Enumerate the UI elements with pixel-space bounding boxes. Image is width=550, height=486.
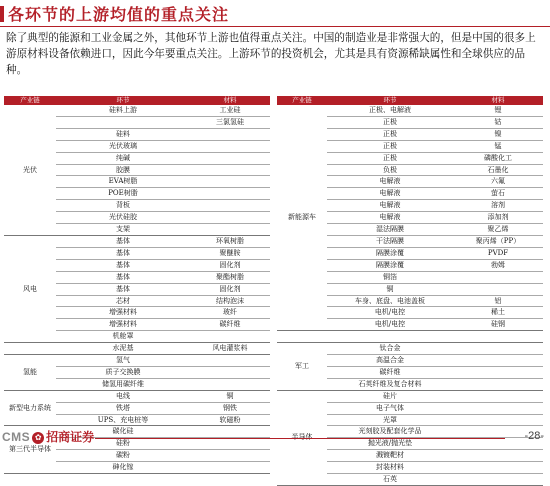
link-cell: 背板 bbox=[56, 200, 190, 212]
link-cell: 光伏玻璃 bbox=[56, 140, 190, 152]
link-cell: 抛光液/抛光垫 bbox=[327, 438, 453, 450]
link-cell: 隔膜涂覆 bbox=[327, 247, 453, 259]
material-cell bbox=[190, 188, 270, 200]
material-cell: 碳纤维 bbox=[190, 319, 270, 331]
material-cell bbox=[453, 366, 543, 378]
link-cell bbox=[327, 331, 453, 343]
material-cell: 镍 bbox=[453, 128, 543, 140]
link-cell: EVA树脂 bbox=[56, 176, 190, 188]
material-cell: 磷酸化工 bbox=[453, 152, 543, 164]
link-cell: 质子交换膜 bbox=[56, 366, 190, 378]
title-rule bbox=[0, 26, 550, 27]
link-cell: 铁塔 bbox=[56, 402, 190, 414]
link-cell: 碳化硅 bbox=[56, 426, 190, 438]
material-cell bbox=[453, 331, 543, 343]
link-cell: 增强材料 bbox=[56, 307, 190, 319]
link-cell: 硅粉 bbox=[56, 438, 190, 450]
link-cell: POE树脂 bbox=[56, 188, 190, 200]
link-cell: 增强材料 bbox=[56, 319, 190, 331]
material-cell: 萤石 bbox=[453, 188, 543, 200]
title-bar bbox=[0, 0, 550, 24]
material-cell: 玻纤 bbox=[190, 307, 270, 319]
material-cell: 添加剂 bbox=[453, 212, 543, 224]
link-cell: 碳纤维 bbox=[327, 366, 453, 378]
material-cell: 铝 bbox=[453, 295, 543, 307]
link-cell: 硅片 bbox=[327, 390, 453, 402]
link-cell: 基体 bbox=[56, 247, 190, 259]
material-cell: 钢铁 bbox=[190, 402, 270, 414]
link-cell: 电子气体 bbox=[327, 402, 453, 414]
link-cell: 铜箔 bbox=[327, 271, 453, 283]
material-cell bbox=[453, 283, 543, 295]
material-cell bbox=[190, 224, 270, 236]
material-cell bbox=[190, 450, 270, 462]
material-cell bbox=[453, 355, 543, 367]
material-cell bbox=[453, 462, 543, 474]
intro-paragraph: 除了典型的能源和工业金属之外，其他环节上游也值得重点关注。中国的制造业是非常强大的，但是中国的很多上游原材料设备依赖进口，因此今年要重点关注。上游环节的投资机会，尤其是具有资源稀缺属性和全球供应的品种。 bbox=[6, 32, 536, 76]
material-cell: 勃姆 bbox=[453, 259, 543, 271]
footer-rule bbox=[95, 438, 505, 439]
material-cell bbox=[453, 271, 543, 283]
link-cell: 砷化镓 bbox=[56, 462, 190, 474]
material-cell: 硅钢 bbox=[453, 319, 543, 331]
material-cell bbox=[190, 128, 270, 140]
header-link: 环节 bbox=[327, 96, 453, 105]
chain-cell: 光伏 bbox=[4, 105, 56, 235]
table-row bbox=[4, 235, 270, 247]
link-cell: 电机/电控 bbox=[327, 319, 453, 331]
page-number: -28- bbox=[524, 430, 544, 442]
material-cell: 六氟 bbox=[453, 176, 543, 188]
material-cell bbox=[453, 474, 543, 486]
material-cell bbox=[453, 402, 543, 414]
chain-cell bbox=[4, 343, 56, 355]
material-cell: 溶剂 bbox=[453, 200, 543, 212]
material-cell: 风电灌浆料 bbox=[190, 343, 270, 355]
chain-cell: 风电 bbox=[4, 235, 56, 342]
table-row bbox=[277, 105, 543, 116]
page-title: 各环节的上游均值的重点关注 bbox=[8, 5, 230, 24]
link-cell: 高温合金 bbox=[327, 355, 453, 367]
brand-name: 招商证券 bbox=[46, 430, 95, 444]
material-cell bbox=[190, 140, 270, 152]
material-cell: 锂 bbox=[453, 105, 543, 116]
material-cell bbox=[190, 438, 270, 450]
link-cell: 光罩 bbox=[327, 414, 453, 426]
link-cell: 负极 bbox=[327, 164, 453, 176]
link-cell: 基体 bbox=[56, 283, 190, 295]
material-cell: 聚乙烯 bbox=[453, 224, 543, 236]
header-chain: 产业链 bbox=[277, 96, 327, 105]
link-cell: 正极 bbox=[327, 116, 453, 128]
link-cell: 纯碱 bbox=[56, 152, 190, 164]
logo-badge-icon: ✿ bbox=[32, 432, 44, 444]
table-row bbox=[277, 390, 543, 402]
header-chain: 产业链 bbox=[4, 96, 56, 105]
link-cell: 正极、电解液 bbox=[327, 105, 453, 116]
material-cell bbox=[453, 343, 543, 355]
link-cell: 封装材料 bbox=[327, 462, 453, 474]
material-cell bbox=[190, 426, 270, 438]
link-cell: 支架 bbox=[56, 224, 190, 236]
material-cell: 工业硅 bbox=[190, 105, 270, 116]
header-material: 材料 bbox=[190, 96, 270, 105]
link-cell: 基体 bbox=[56, 271, 190, 283]
material-cell: 环氧树脂 bbox=[190, 235, 270, 247]
left-materials-table bbox=[4, 96, 270, 474]
link-cell: 水泥基 bbox=[56, 343, 190, 355]
chain-cell: 军工 bbox=[277, 343, 327, 391]
link-cell: 电线 bbox=[56, 390, 190, 402]
link-cell: 氢气 bbox=[56, 355, 190, 367]
material-cell bbox=[453, 450, 543, 462]
link-cell: 湿法隔膜 bbox=[327, 224, 453, 236]
link-cell: 基体 bbox=[56, 235, 190, 247]
material-cell bbox=[190, 462, 270, 474]
table-row bbox=[277, 331, 543, 343]
link-cell: 胶膜 bbox=[56, 164, 190, 176]
material-cell bbox=[190, 331, 270, 343]
link-cell: 基体 bbox=[56, 259, 190, 271]
material-cell: 软磁粉 bbox=[190, 414, 270, 426]
chain-cell: 新能源车 bbox=[277, 105, 327, 331]
link-cell: 光伏硅胶 bbox=[56, 212, 190, 224]
material-cell bbox=[190, 355, 270, 367]
link-cell: 机舱罩 bbox=[56, 331, 190, 343]
link-cell: 电解液 bbox=[327, 188, 453, 200]
material-cell: 三氯氢硅 bbox=[190, 116, 270, 128]
chain-cell bbox=[277, 331, 327, 343]
chain-cell: 氢能 bbox=[4, 355, 56, 391]
header-link: 环节 bbox=[56, 96, 190, 105]
material-cell: 铜 bbox=[190, 390, 270, 402]
chain-cell: 第三代半导体 bbox=[4, 426, 56, 474]
material-cell: 固化剂 bbox=[190, 283, 270, 295]
material-cell: PVDF bbox=[453, 247, 543, 259]
material-cell bbox=[190, 164, 270, 176]
link-cell: 储氢用碳纤维 bbox=[56, 378, 190, 390]
table-row bbox=[277, 343, 543, 355]
table-row bbox=[4, 390, 270, 402]
material-cell: 结构泡沫 bbox=[190, 295, 270, 307]
material-cell bbox=[453, 390, 543, 402]
link-cell: 电解液 bbox=[327, 212, 453, 224]
link-cell: 电解液 bbox=[327, 176, 453, 188]
link-cell: 钛合金 bbox=[327, 343, 453, 355]
link-cell: 溅镀靶材 bbox=[327, 450, 453, 462]
link-cell: 正极 bbox=[327, 140, 453, 152]
material-cell: 锰 bbox=[453, 140, 543, 152]
material-cell bbox=[190, 152, 270, 164]
link-cell: 电机/电控 bbox=[327, 307, 453, 319]
material-cell bbox=[190, 176, 270, 188]
material-cell bbox=[190, 366, 270, 378]
right-materials-table bbox=[277, 96, 543, 486]
link-cell: 车身、底盘、电池盖板 bbox=[327, 295, 453, 307]
logo-text: CMS bbox=[2, 430, 31, 444]
material-cell: 稀土 bbox=[453, 307, 543, 319]
link-cell bbox=[56, 116, 190, 128]
material-cell bbox=[453, 414, 543, 426]
material-cell bbox=[190, 212, 270, 224]
link-cell: 干法隔膜 bbox=[327, 235, 453, 247]
link-cell: 芯材 bbox=[56, 295, 190, 307]
link-cell: 硅料上游 bbox=[56, 105, 190, 116]
table-row bbox=[4, 105, 270, 116]
material-cell bbox=[190, 200, 270, 212]
material-cell: 聚丙烯（PP） bbox=[453, 235, 543, 247]
table-row bbox=[4, 343, 270, 355]
link-cell: 铜 bbox=[327, 283, 453, 295]
title-accent bbox=[0, 6, 4, 22]
link-cell: 碳粉 bbox=[56, 450, 190, 462]
link-cell: 隔膜涂覆 bbox=[327, 259, 453, 271]
material-cell: 聚醚胺 bbox=[190, 247, 270, 259]
material-cell bbox=[453, 378, 543, 390]
link-cell: 正极 bbox=[327, 128, 453, 140]
link-cell: 石英 bbox=[327, 474, 453, 486]
link-cell: 光刻胶及配套化学品 bbox=[327, 426, 453, 438]
material-cell: 聚酯树脂 bbox=[190, 271, 270, 283]
footer-logo bbox=[2, 428, 94, 446]
material-cell: 固化剂 bbox=[190, 259, 270, 271]
material-cell: 石墨化 bbox=[453, 164, 543, 176]
link-cell: 硅料 bbox=[56, 128, 190, 140]
header-material: 材料 bbox=[453, 96, 543, 105]
link-cell: UPS、充电桩等 bbox=[56, 414, 190, 426]
link-cell: 正极 bbox=[327, 152, 453, 164]
material-cell: 钴 bbox=[453, 116, 543, 128]
material-cell bbox=[190, 378, 270, 390]
table-row bbox=[4, 355, 270, 367]
chain-cell: 新型电力系统 bbox=[4, 390, 56, 426]
link-cell: 电解液 bbox=[327, 200, 453, 212]
link-cell: 石英纤维及复合材料 bbox=[327, 378, 453, 390]
